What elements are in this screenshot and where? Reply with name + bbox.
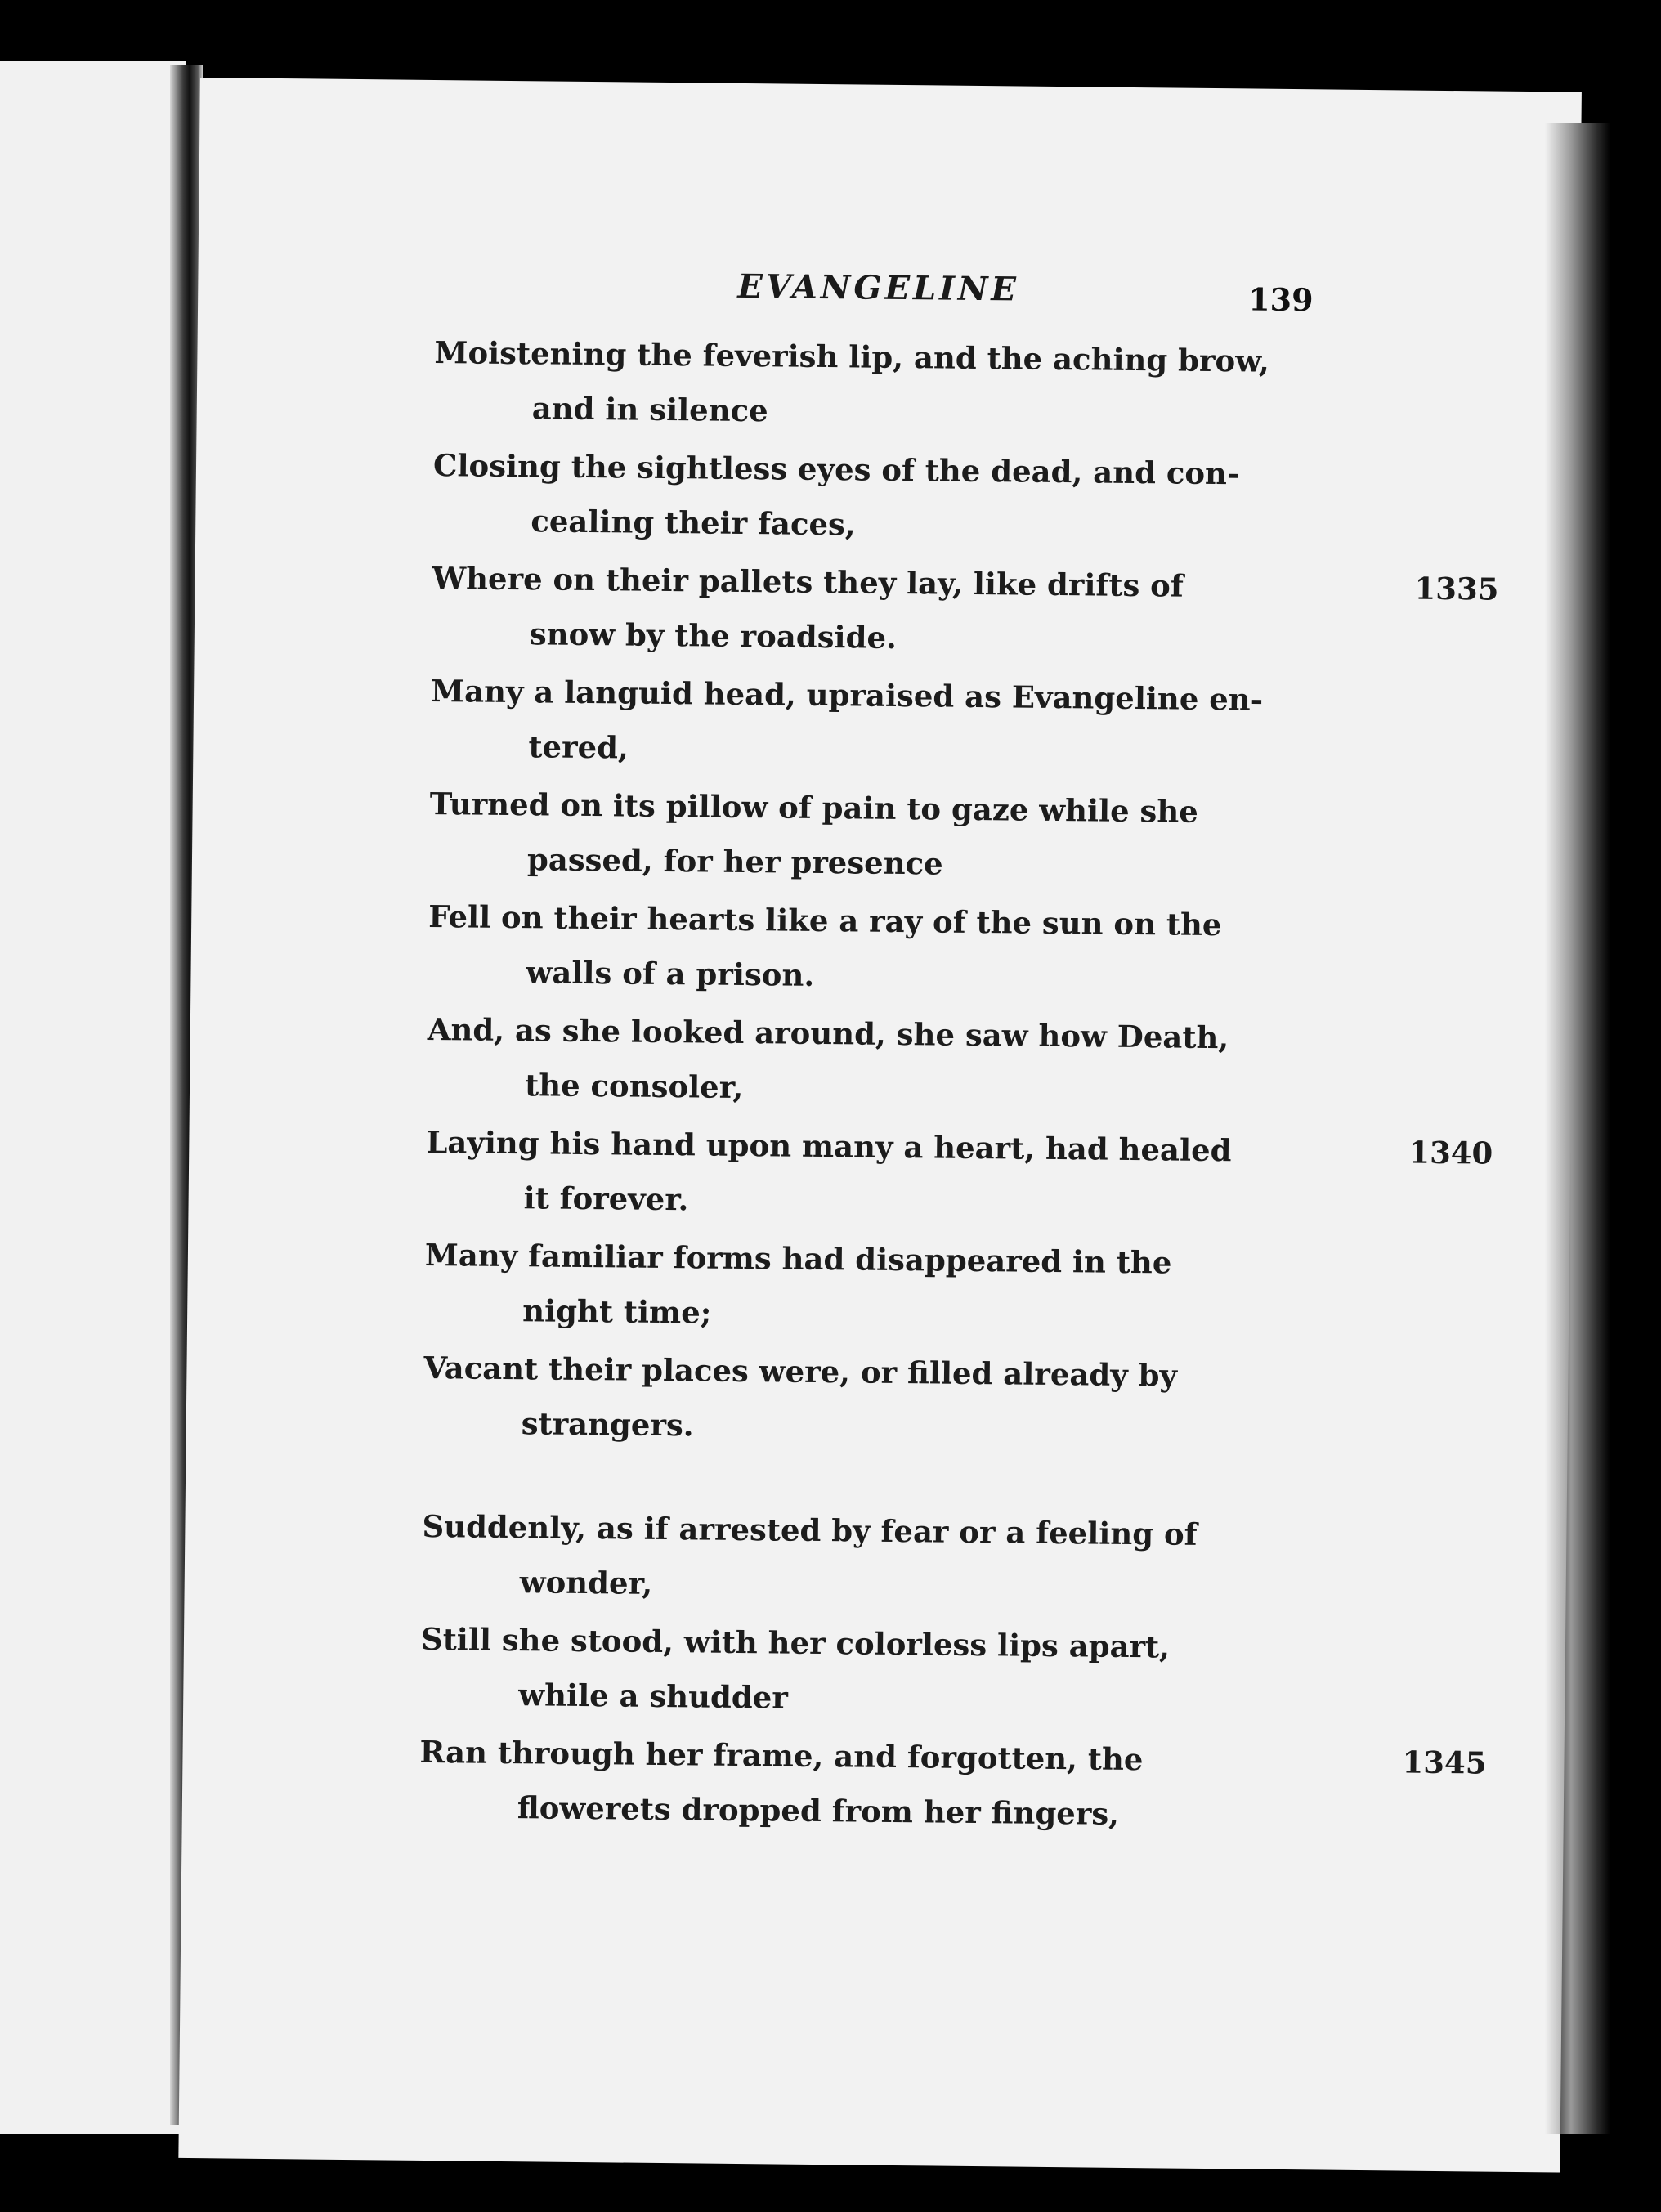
- right-page: [178, 78, 1582, 2173]
- verse-line: Turned on its pillow of pain to gaze while she: [429, 785, 1199, 830]
- stanza: [423, 325, 1661, 1463]
- verse-line: Moistening the feverish lip, and the aching brow,: [434, 334, 1270, 379]
- verse-line: Closing the sightless eyes of the dead, and con-: [432, 447, 1240, 492]
- verse: [430, 664, 1661, 786]
- verse-continuation: it forever.: [523, 1180, 689, 1218]
- verse-line: Fell on their hearts like a ray of the sun on the: [428, 898, 1222, 943]
- running-head: EVANGELINE: [737, 266, 1020, 309]
- verse-line: Vacant their places were, or filled already by: [423, 1349, 1178, 1394]
- verse-line: Many familiar forms had disappeared in the: [424, 1236, 1172, 1281]
- verse: [428, 889, 1661, 1012]
- verse-continuation: the consoler,: [524, 1067, 744, 1106]
- verse-continuation: wonder,: [519, 1564, 653, 1601]
- left-page-edge: [0, 61, 186, 2134]
- verse: [423, 1341, 1661, 1463]
- verse-continuation: walls of a prison.: [526, 954, 815, 993]
- page-edge-shadow: [1545, 123, 1610, 2134]
- verse: [432, 438, 1661, 561]
- verse-line: And, as she looked around, she saw how Death,: [427, 1010, 1229, 1056]
- poem-body: [419, 325, 1661, 1851]
- line-number: 1345: [1402, 1744, 1487, 1781]
- verse-continuation: tered,: [528, 728, 629, 766]
- verse-line: Ran through her frame, and forgotten, the: [419, 1733, 1144, 1778]
- verse-line: Laying his hand upon many a heart, had healed: [426, 1123, 1232, 1169]
- verse: [421, 1499, 1661, 1622]
- verse-continuation: flowerets dropped from her fingers,: [517, 1789, 1120, 1832]
- verse-continuation: cealing their faces,: [531, 503, 857, 543]
- verse: [432, 551, 1661, 674]
- verse-continuation: night time;: [522, 1292, 712, 1331]
- verse-continuation: strangers.: [521, 1405, 694, 1444]
- verse-continuation: and in silence: [531, 390, 768, 429]
- line-number: 1335: [1414, 570, 1499, 607]
- verse: [424, 1228, 1661, 1350]
- verse-continuation: passed, for her presence: [526, 841, 943, 882]
- verse: [420, 1612, 1661, 1735]
- stanza: [419, 1499, 1661, 1847]
- verse-line: Still she stood, with her colorless lips apart,: [420, 1620, 1171, 1665]
- verse-line: Many a languid head, upraised as Evangeline en-: [430, 672, 1264, 718]
- verse: [429, 777, 1661, 899]
- verse: [425, 1115, 1661, 1238]
- verse: [433, 325, 1661, 448]
- line-number: 1340: [1408, 1134, 1493, 1171]
- page-number: 139: [1247, 280, 1314, 319]
- verse-continuation: while a shudder: [518, 1677, 789, 1716]
- verse: [419, 1725, 1661, 1847]
- verse-line: Suddenly, as if arrested by fear or a feeling of: [422, 1507, 1198, 1552]
- verse: [427, 1002, 1661, 1125]
- verse-continuation: snow by the roadside.: [529, 616, 898, 656]
- verse-line: Where on their pallets they lay, like drifts of: [432, 560, 1184, 604]
